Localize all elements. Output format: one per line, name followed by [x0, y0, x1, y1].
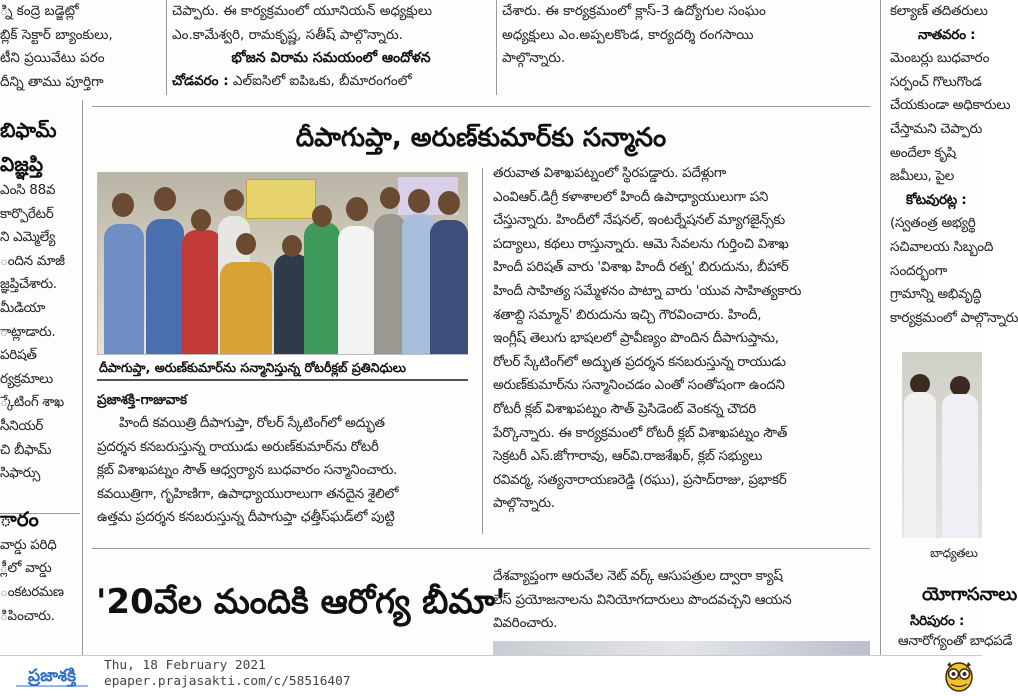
text-line: సందర్భంగా	[890, 262, 947, 279]
text-line: టీని ప్రయివేటు పరం	[0, 50, 105, 67]
text-line: ిపించారు.	[0, 607, 55, 624]
person-head	[380, 187, 400, 209]
text-line: ్కేటింగ్ శాఖ	[0, 394, 64, 411]
text-line: శతాబ్ది సమ్మాన్' బిరుదును ఇచ్చి గౌరవించారు. హిందీ,	[493, 306, 762, 323]
text-line: ందిన మాజీ	[0, 252, 65, 269]
text-line: చేస్తున్నారు. హిందీలో నేషనల్, ఇంటర్నేషనల్ మ్యాగజైన్స్‌కు	[493, 212, 785, 229]
divider	[92, 106, 870, 107]
person-figure	[220, 262, 272, 354]
column-divider	[496, 0, 497, 95]
person-figure	[146, 219, 184, 354]
text-line: అధ్యక్షులు ఎం.అప్పలకొండ, కార్యదర్శి రంగసాయి	[502, 26, 754, 43]
prajasakti-logo[interactable]	[8, 659, 96, 691]
text-line: ఆనారోగ్యంతో బాధపడే	[898, 633, 1013, 649]
text-line: కార్పొరేటర్	[0, 205, 54, 222]
right-heading: యోగాసనాలు	[922, 584, 1018, 605]
person-head	[408, 189, 430, 213]
owl-icon[interactable]	[942, 658, 976, 692]
logo-text: ప్రజాశక్తి	[28, 666, 76, 686]
column-divider	[482, 168, 483, 534]
text-line: ని ఎమ్మెల్యే	[0, 229, 56, 246]
epaper-url[interactable]: epaper.prajasakti.com/c/58516407	[104, 674, 351, 689]
person-head	[950, 376, 970, 396]
logo-mark	[8, 659, 96, 691]
bottom-photo-edge	[493, 641, 870, 655]
left-heading: విజ్ఞప్తి	[0, 152, 44, 176]
text-line: కవయిత్రిగా, గృహిణిగా, ఉపాధ్యాయురాలుగా తనదైన శైలిలో	[97, 485, 399, 502]
text-line: ్లీలో వార్డు	[0, 560, 52, 577]
text-line: ఎం.కామేశ్వరి, రామకృష్ణ, సతీష్ పాల్గొన్నారు.	[172, 26, 403, 43]
text-line: చెప్పారు. ఈ కార్యక్రమంలో యూనియన్ అధ్యక్షులు	[172, 3, 433, 19]
text-line: పరిషత్	[0, 347, 37, 364]
text-line: సీనియర్	[0, 417, 44, 434]
text-line: చి బీఫామ్	[0, 441, 52, 458]
issue-date: Thu, 18 February 2021	[104, 658, 266, 673]
text-line: ప్రదర్శన కనబరుస్తున్న రాయుడు అరుణ్‌కుమార్‌ను రోటరీ	[97, 438, 379, 455]
left-heading: బిఫామ్	[0, 118, 57, 142]
column-divider	[82, 100, 83, 655]
text-line: లెస్ ప్రయోజనాలను వినియోగదారులు పొందవచ్చని ఆయన	[493, 591, 792, 608]
text-line: రోటరీ క్లబ్ విశాఖపట్నం సౌత్ ప్రెసిడెంట్ వెంకన్న చౌదరి	[493, 400, 756, 417]
photo-caption: దీపాగుప్తా, అరుణ్‌కుమార్‌ను సన్మానిస్తున్న రోటరీక్లబ్ ప్రతినిధులు	[97, 355, 468, 381]
text-line: ఎంవిఆర్.డిగ్రీ కళాశాలలో హిందీ ఉపాధ్యాయులుగా పని	[493, 188, 769, 205]
text-line: కార్యక్రమంలో పాల్గొన్నారు	[890, 309, 1018, 326]
text-line: దేశవ్యాప్తంగా ఆరువేల నెట్ వర్క్ ఆసుపత్రుల ద్వారా క్యాష్	[493, 568, 783, 584]
place-name: నాతవరం :	[918, 26, 976, 43]
person-figure	[104, 224, 144, 354]
news-photo-small	[902, 352, 982, 538]
text-line: సచివాలయ సిబ్బంది	[890, 238, 994, 255]
text-line: హిందీ కవయిత్రి దీపాగుప్తా, రోలర్ స్కేటింగ్‌లో అద్భుత	[119, 415, 385, 431]
text-line: సెక్రటరీ ఎస్.జోగారావు, ఆర్‌వి.రాజశేఖర్, క్లబ్ సభ్యులు	[493, 448, 763, 465]
text-line: పేర్కొన్నారు. ఈ కార్యక్రమంలో రోటరీ క్లబ్ విశాఖపట్నం సౌత్	[493, 424, 788, 441]
person-figure	[904, 392, 936, 538]
text-line: ర్యక్రమాలు	[0, 370, 53, 387]
left-column	[0, 115, 78, 655]
text-line: చేస్తామని చెప్పారు	[890, 120, 983, 137]
text-line: చేయకుండా అధికారులు	[890, 97, 1011, 114]
article-body-left	[97, 388, 472, 532]
person-head	[346, 197, 368, 221]
text-line: అరుణ్‌కుమార్‌ను సన్మానించడం ఎంతో సంతోషంగా ఉందని	[493, 377, 785, 394]
person-figure	[942, 394, 978, 538]
sub-headline: భోజన విరామ సమయంలో ఆందోళన	[231, 50, 431, 67]
text-line: కల్యాణ్ తదితరులు	[890, 3, 988, 19]
right-column	[890, 0, 1018, 655]
person-figure	[430, 220, 468, 354]
text-line: సిఫార్సు	[0, 465, 41, 482]
text-line: హిందీ సాహిత్య సమ్మేళనం పాట్నా వారు 'యువ సాహిత్యకారు	[493, 282, 802, 299]
news-photo	[97, 172, 468, 355]
text-line: ్ని కంద్రె బడ్జెట్లో	[0, 3, 79, 19]
article-headline: దీపాగుప్తా, అరుణ్‌కుమార్‌కు సన్మానం	[295, 123, 667, 153]
text-line: జ్ఞప్తిచేశారు.	[0, 276, 57, 293]
text-line: పాల్గొన్నారు.	[493, 495, 555, 512]
text-line: చేశారు. ఈ కార్యక్రమంలో క్లాస్-3 ఉద్యోగుల సంఘం	[502, 3, 766, 19]
article-body-right	[493, 162, 870, 532]
text-line: రోలర్ స్కేటింగ్‌లో అద్భుత ప్రదర్శన కనబరుస్తున్న రాయుడు	[493, 353, 786, 370]
left-heading: ారం	[0, 506, 39, 531]
epaper-footer	[0, 655, 982, 693]
person-figure	[338, 226, 376, 354]
text-run: ఎల్‌ఐసిలో ఐపిఒకు, బీమారంగంలో	[228, 73, 412, 90]
text-line: తరువాత విశాఖపట్నంలో స్థిరపడ్డారు. పదేళ్లుగా	[493, 165, 726, 181]
person-head	[910, 374, 930, 394]
text-line: మెంబర్లు బుధవారం	[890, 50, 990, 67]
person-head	[191, 209, 211, 231]
text-line: మీడియా	[0, 299, 46, 316]
person-head	[438, 191, 460, 215]
person-figure	[182, 230, 222, 354]
place-name: కోటవురట్ల :	[906, 191, 967, 208]
place-name: చోడవరం :	[172, 73, 229, 90]
text-line: సర్పంచ్ గొలుగొండ	[890, 73, 982, 90]
column-divider	[166, 0, 167, 95]
text-line: పాల్గొన్నారు.	[502, 50, 566, 67]
top-middle-snippet	[172, 0, 490, 88]
top-left-snippet	[0, 0, 160, 88]
text-line: అందేలా కృషి	[890, 144, 956, 161]
text-line: వార్డు పరిధి	[0, 536, 57, 553]
person-head	[236, 233, 256, 255]
place-name: సిరిపురం :	[910, 613, 965, 629]
bottom-headline: '20వేల మందికి ఆరోగ్య బీమా'	[96, 582, 506, 622]
text-line: ఇంగ్లీష్ తెలుగు భాషలలో ప్రావీణ్యం పొందిన దీపాగుప్తాను,	[493, 330, 779, 347]
text-line: దీన్ని తాము పూర్తిగా	[0, 73, 104, 90]
person-head	[312, 205, 332, 227]
text-line: ఎంసి 88వ	[0, 182, 56, 198]
person-head	[154, 187, 176, 211]
text-line: గ్రామాన్ని అభివృద్ధి	[890, 286, 982, 303]
text-line: జమీలు, పైల	[890, 168, 955, 185]
text-line: ాట్లాడారు.	[0, 323, 56, 340]
text-line: (స్వతంత్ర అభ్యర్థి	[890, 215, 976, 232]
text-line: ంకటరమణ	[0, 583, 64, 600]
divider	[92, 548, 870, 549]
text-line: ఉత్తమ ప్రదర్శన కనబరుస్తున్న దీపాగుప్తా ఛత్తీస్‌ఘడ్‌లో పుట్టి	[97, 509, 395, 526]
photo-caption: బాధ్యతలు	[930, 546, 978, 560]
text-line: బ్లిక్ సెక్టార్ బ్యాంకులు,	[0, 26, 113, 43]
top-right-snippet	[502, 0, 874, 88]
person-head	[112, 193, 134, 217]
text-line: పద్యాలు, కథలు రాస్తున్నారు. ఆమె సేవలను గుర్తించి విశాఖ	[493, 235, 789, 252]
person-head	[224, 189, 244, 211]
owl-icon-graphic	[942, 658, 976, 692]
text-line: రవివర్మ, సత్యనారాయణరెడ్డి (రఘు), ప్రసాద్‌రాజు, ప్రభాకర్	[493, 471, 787, 488]
text-line: హిందీ పరిషత్ వారు 'విశాఖ హిందీ రత్న' బిరుదును, బీహార్	[493, 259, 789, 276]
person-figure	[304, 222, 340, 354]
dateline: ప్రజాశక్తి-గాజువాక	[97, 392, 188, 408]
photo-banner	[246, 179, 316, 219]
text-line: వివరించారు.	[493, 615, 558, 632]
text-line: క్లబ్ విశాఖపట్నం సౌత్ ఆధ్వర్యాన బుధవారం సన్మానించారు.	[97, 462, 398, 479]
text-line	[172, 70, 490, 94]
person-head	[282, 235, 302, 257]
column-divider	[880, 0, 881, 655]
